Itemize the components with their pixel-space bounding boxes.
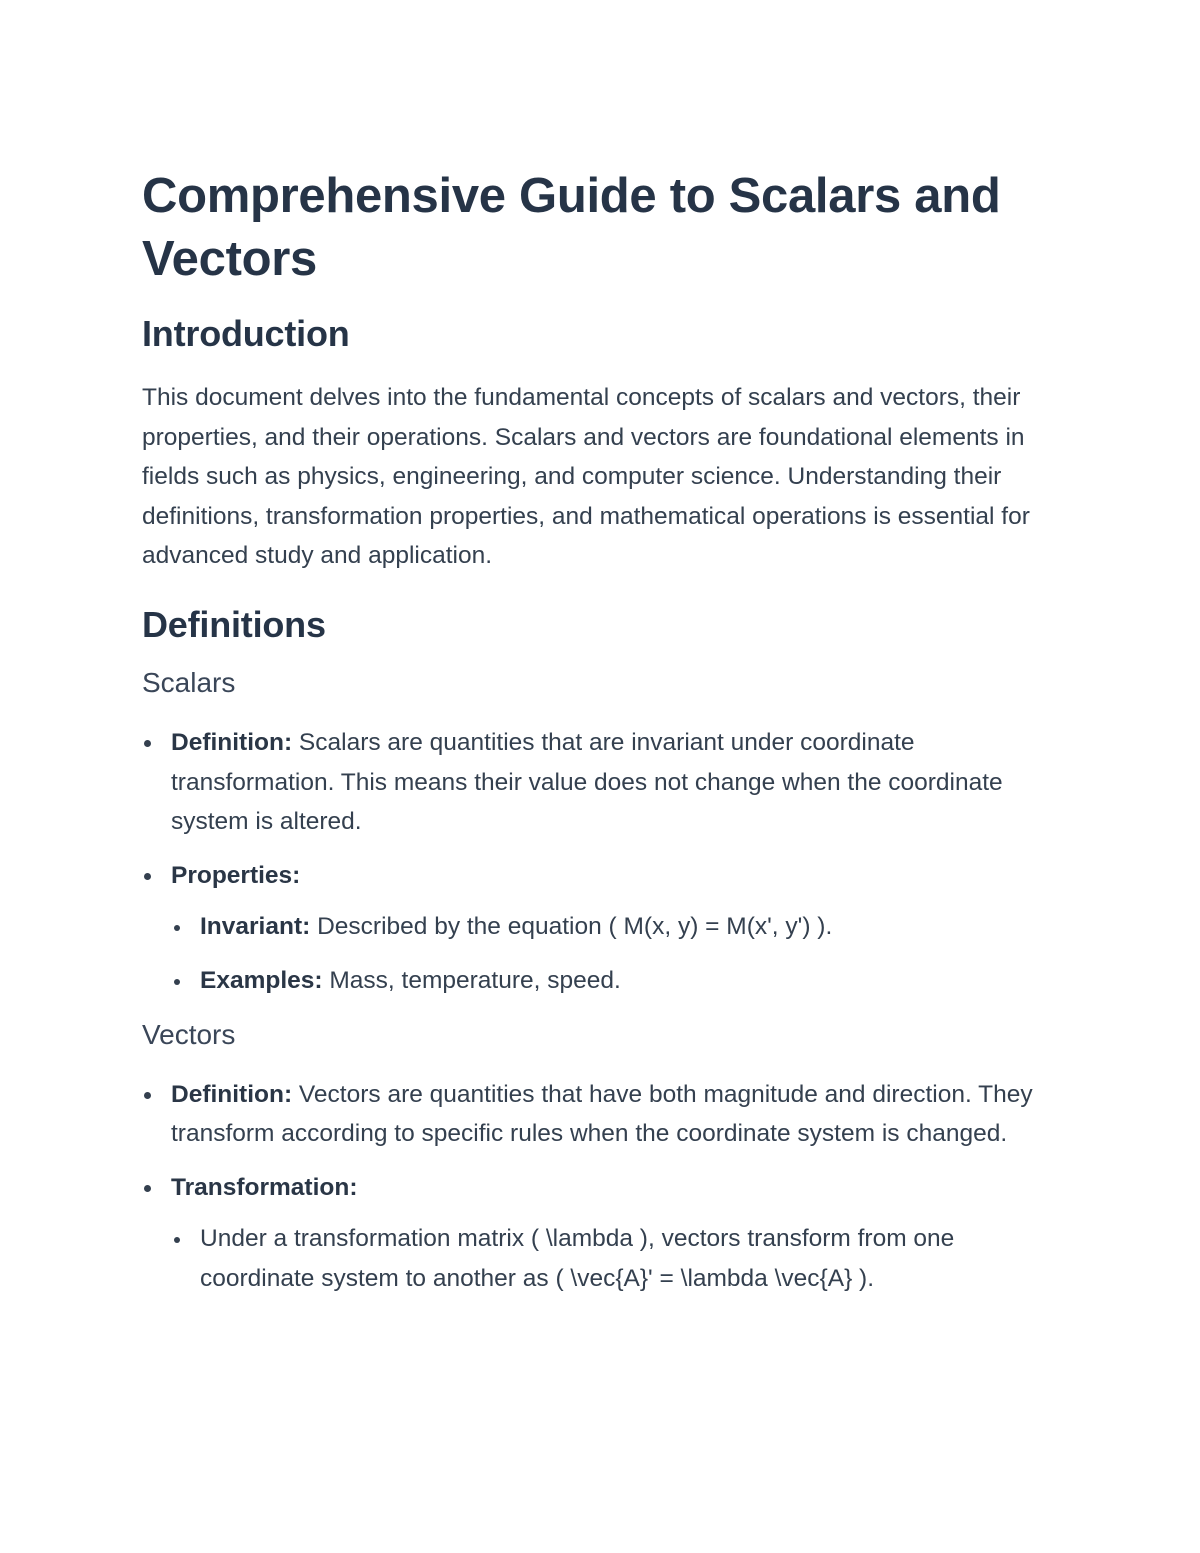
properties-label: Properties:	[171, 861, 301, 889]
examples-text: Mass, temperature, speed.	[322, 966, 621, 994]
subsection-heading-scalars: Scalars	[142, 666, 236, 698]
document-title: Comprehensive Guide to Scalars and Vectors	[142, 169, 1001, 286]
transformation-sublist	[171, 1219, 1072, 1298]
invariant-label: Invariant:	[200, 913, 311, 941]
bullet-icon	[144, 740, 151, 747]
subsection-heading-vectors: Vectors	[142, 1018, 236, 1050]
bullet-icon	[144, 1092, 151, 1099]
bullet-icon	[144, 873, 151, 880]
bullet-icon	[174, 925, 180, 931]
definition-text: Scalars are quantities that are invariant under coordinate transformation. This means their value does not change when the coordinate system is altered.	[171, 728, 1003, 836]
introduction-paragraph: This document delves into the fundamental concepts of scalars and vectors, their properties, and their operations. Scalars and vectors are foundational elements in fields such as physics, engineering, and computer science. Understanding their definitions, transformation properties, and mathematical operations is essential for advanced study and application.	[142, 384, 1030, 570]
transformation-label: Transformation:	[171, 1173, 358, 1201]
definition-label: Definition:	[171, 1080, 293, 1108]
transformation-text: Under a transformation matrix ( \lambda ), vectors transform from one coordinate system to another as ( \vec{A}' = \lambda \vec{A} ).	[200, 1225, 955, 1292]
list-item	[142, 856, 1072, 1001]
section-heading-definitions: Definitions	[142, 603, 326, 645]
list-item	[142, 1075, 1072, 1154]
list-item	[171, 1219, 1072, 1298]
bullet-icon	[174, 1237, 180, 1243]
list-item	[142, 1168, 1072, 1299]
properties-sublist	[171, 907, 1072, 1000]
list-item	[142, 723, 1072, 842]
list-item	[171, 907, 1072, 947]
scalars-list	[142, 723, 1072, 1001]
document-page	[142, 165, 1072, 1299]
invariant-text: Described by the equation ( M(x, y) = M(x', y') ).	[310, 913, 833, 941]
bullet-icon	[144, 1185, 151, 1192]
bullet-icon	[174, 979, 180, 985]
definition-text: Vectors are quantities that have both magnitude and direction. They transform according to specific rules when the coordinate system is changed.	[171, 1080, 1033, 1148]
vectors-list	[142, 1075, 1072, 1299]
section-heading-introduction: Introduction	[142, 313, 350, 354]
list-item	[171, 961, 1072, 1001]
examples-label: Examples:	[200, 966, 323, 994]
definition-label: Definition:	[171, 728, 293, 756]
